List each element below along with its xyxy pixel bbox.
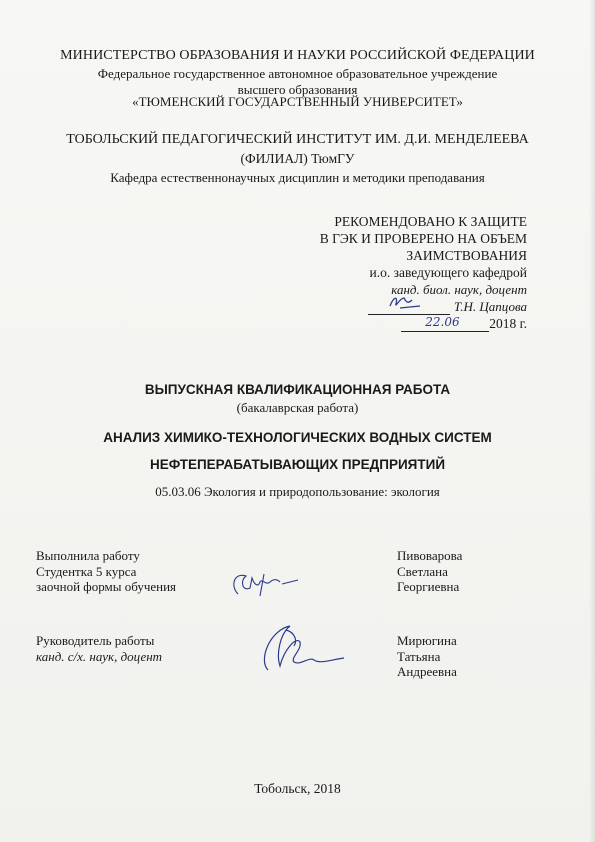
work-subtype: (бакалаврская работа) (236, 400, 359, 415)
institute-name-line1: ТОБОЛЬСКИЙ ПЕДАГОГИЧЕСКИЙ ИНСТИТУТ ИМ. Д.И. МЕНДЕЛЕЕВА (66, 132, 529, 147)
ministry-heading: МИНИСТЕРСТВО ОБРАЗОВАНИЯ И НАУКИ РОССИЙСКОЙ ФЕДЕРАЦИИ (60, 48, 535, 63)
work-type-title: ВЫПУСКНАЯ КВАЛИФИКАЦИОННАЯ РАБОТА (144, 382, 451, 397)
approval-role: и.о. заведующего кафедрой (369, 265, 527, 280)
university-name: «ТЮМЕНСКИЙ ГОСУДАРСТВЕННЫЙ УНИВЕРСИТЕТ» (132, 94, 463, 109)
approval-line3: ЗАИМСТВОВАНИЯ (406, 248, 527, 263)
institution-type-line1: Федеральное государственное автономное образовательное учреждение (97, 66, 498, 81)
institute-name-line2: (ФИЛИАЛ) ТюмГУ (240, 151, 355, 166)
approval-year: 2018 г. (489, 316, 527, 331)
author-label1: Выполнила работу (36, 548, 140, 563)
approval-block (320, 213, 527, 332)
supervisor-first-name: Татьяна (397, 648, 441, 664)
institution-type-line2: высшего образования (237, 82, 358, 97)
supervisor-label2: канд. с/х. наук, доцент (36, 648, 163, 664)
supervisor-surname: Мирюгина (397, 633, 457, 648)
author-label3: заочной формы обучения (36, 579, 177, 594)
supervisor-signature-icon (250, 620, 350, 680)
department-name: Кафедра естественнонаучных дисциплин и методики преподавания (110, 170, 485, 185)
approval-line2: В ГЭК И ПРОВЕРЕНО НА ОБЪЕМ (319, 231, 527, 246)
approval-name: Т.Н. Цапцова (453, 299, 527, 314)
specialty: 05.03.06 Экология и природопользование: экология (155, 484, 440, 499)
supervisor-patronymic: Андреевна (397, 664, 457, 679)
supervisor-labels (36, 633, 162, 664)
author-name (397, 548, 462, 595)
approval-signature-icon (386, 292, 426, 312)
author-signature-icon (224, 566, 304, 606)
approval-line1: РЕКОМЕНДОВАНО К ЗАЩИТЕ (334, 214, 527, 229)
author-labels (36, 548, 176, 595)
topic-line1: АНАЛИЗ ХИМИКО-ТЕХНОЛОГИЧЕСКИХ ВОДНЫХ СИСТЕМ (103, 430, 492, 445)
supervisor-name (397, 633, 457, 680)
topic-line2: НЕФТЕПЕРАБАТЫВАЮЩИХ ПРЕДПРИЯТИЙ (149, 457, 446, 472)
approval-signature-row (320, 298, 527, 315)
author-surname: Пивоварова (397, 548, 463, 563)
author-label2: Студентка 5 курса (36, 563, 137, 579)
approval-date-row (320, 315, 527, 332)
approval-handwritten-date: 22.06 (425, 315, 460, 329)
place-year: Тобольск, 2018 (254, 781, 341, 796)
author-patronymic: Георгиевна (397, 579, 460, 594)
approval-date-line (401, 317, 489, 332)
approval-degree: канд. биол. наук, доцент (391, 282, 527, 297)
supervisor-label1: Руководитель работы (36, 633, 155, 648)
approval-signature-line (368, 300, 450, 315)
author-first-name: Светлана (397, 563, 448, 579)
scan-edge-shadow (589, 0, 595, 842)
